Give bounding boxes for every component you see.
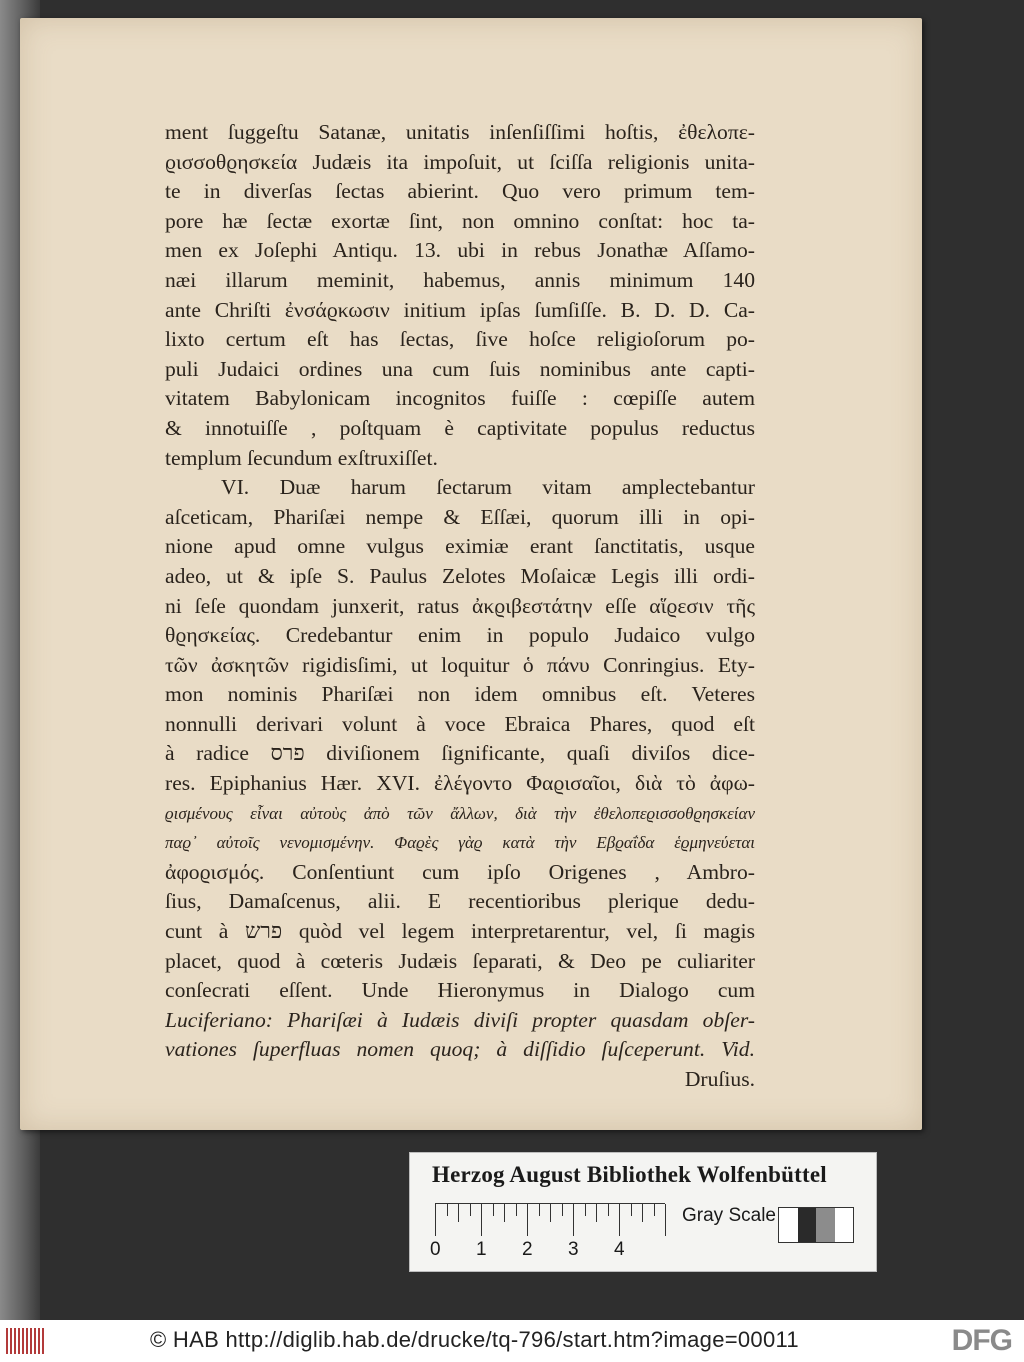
text-line: & innotuiſſe , poſtquam è captivitate populus reductus [165, 415, 755, 440]
ruler-tick [550, 1204, 551, 1222]
gray-swatch [835, 1208, 854, 1242]
text-line: aſceticam, Phariſæi nempe & Eſſæi, quorum illi in opi- [165, 504, 755, 529]
ruler-tick [654, 1204, 655, 1216]
library-name: Herzog August Bibliothek Wolfenbüttel [432, 1162, 827, 1187]
text-line: templum ſecundum exſtruxiſſet. [165, 445, 438, 470]
ruler-number: 1 [476, 1239, 487, 1260]
catchword: Druſius. [684, 1067, 755, 1091]
gray-scale-label: Gray Scale [682, 1205, 776, 1226]
ruler-tick [573, 1204, 574, 1236]
ruler [435, 1203, 665, 1236]
text-line: vitatem Babylonicam incognitos fuiſſe : cœpiſſe autem [165, 386, 755, 411]
text-line: nione apud omne vulgus eximiæ erant ſanctitatis, usque [165, 534, 755, 559]
text-line: ἀφοϱισμός. Conſentiunt cum ipſo Origenes , Ambro- [165, 859, 755, 884]
italic-quote-line: Luciferiano: Phariſæi à Iudæis diviſi propter quasdam obſer- [165, 1007, 755, 1032]
text-line: næi illarum meminit, habemus, annis minimum 140 [165, 267, 755, 292]
ruler-number: 0 [430, 1239, 441, 1260]
ruler-tick [504, 1204, 505, 1222]
ruler-tick [481, 1204, 482, 1236]
ruler-tick [642, 1204, 643, 1222]
text-line: men ex Joſephi Antiqu. 13. ubi in rebus Jonathæ Aſſamo- [165, 238, 755, 263]
text-line: ment ſuggeſtu Satanæ, unitatis inſenſiſſimi hoſtis, ἐθελοπε- [165, 120, 755, 144]
page-text-block [165, 118, 755, 1095]
italic-quote-line: vationes ſuperfluas nomen quoq; à diſſidio ſuſceperunt. Vid. [165, 1037, 755, 1062]
text-line: puli Judaici ordines una cum ſuis nominibus ante capti- [165, 356, 755, 381]
gray-swatch [798, 1208, 817, 1242]
ruler-tick [493, 1204, 494, 1216]
ruler-tick [470, 1204, 471, 1216]
text-line: ante Chriſti ἐνσάϱκωσιν initium ipſas ſumſiſſe. B. D. D. Ca- [165, 297, 755, 322]
section-heading-line: VI. Duæ harum ſectarum vitam amplectebantur [221, 475, 755, 500]
text-line: te in diverſas ſectas abierint. Quo vero primum tem- [165, 179, 755, 204]
text-line: lixto certum eſt has ſectas, ſive hoſce religioſorum po- [165, 327, 755, 352]
ruler-tick [435, 1204, 436, 1236]
text-line: τῶν ἀσκητῶν rigidisſimi, ut loquitur ὁ πάνυ Conringius. Ety- [165, 652, 755, 677]
greek-text-line: ϱισμένους εἶναι αὐτοὺς ἀπὸ τῶν ἄλλων, διὰ τὴν ἐθελοπεϱισσοθϱησκείαν [165, 803, 755, 823]
copyright-url[interactable]: © HAB http://diglib.hab.de/drucke/tq-796/start.htm?image=00011 [150, 1327, 799, 1352]
text-line: ni ſeſe quondam junxerit, ratus ἀκϱιβεστάτην eſſe αἵϱεσιν τῆς [165, 593, 755, 618]
ruler-number: 3 [568, 1239, 579, 1260]
viewer-footer [0, 1320, 1024, 1362]
text-line: à radice פרס diviſionem ſignificante, quaſi diviſos dice- [165, 741, 755, 766]
ruler-tick [527, 1204, 528, 1236]
text-line: res. Epiphanius Hær. XVI. ἐλέγοντο Φαϱισαῖοι, διὰ τὸ ἀφω- [165, 771, 755, 796]
library-color-label [409, 1152, 877, 1272]
ruler-tick [631, 1204, 632, 1216]
ruler-tick [562, 1204, 563, 1216]
gray-swatch [816, 1208, 835, 1242]
ruler-tick [516, 1204, 517, 1216]
ruler-tick [665, 1204, 666, 1236]
ruler-tick [608, 1204, 609, 1216]
ruler-number: 2 [522, 1239, 533, 1260]
gray-swatch [779, 1208, 798, 1242]
text-line: placet, quod à cœteris Judæis ſeparati, & Deo pe culiariter [165, 948, 755, 973]
text-line: cunt à פרש quòd vel legem interpretarentur, vel, ſi magis [165, 919, 755, 944]
ruler-tick [619, 1204, 620, 1236]
text-line: nonnulli derivari volunt à voce Ebraica Phares, quod eſt [165, 711, 755, 736]
dfg-logo: DFG [951, 1324, 1012, 1357]
text-line: adeo, ut & ipſe S. Paulus Zelotes Moſaicæ Legis illi ordi- [165, 563, 755, 588]
ruler-tick [596, 1204, 597, 1222]
ruler-tick [539, 1204, 540, 1216]
ruler-tick [447, 1204, 448, 1216]
text-line: θϱησκείας. Credebantur enim in populo Judaico vulgo [165, 623, 755, 648]
text-line: pore hæ ſectæ exortæ ſint, non omnino conſtat: hoc ta- [165, 208, 755, 233]
text-line: mon nominis Phariſæi non idem omnibus eſt. Veteres [165, 682, 755, 707]
ruler-number: 4 [614, 1239, 625, 1260]
text-line: ſius, Damaſcenus, alii. E recentioribus plerique dedu- [165, 889, 755, 914]
text-line: ϱισσοθϱησκεία Judæis ita impoſuit, ut ſciſſa religionis unita- [165, 149, 755, 174]
hab-logo-icon [6, 1328, 44, 1354]
book-page [20, 18, 922, 1130]
ruler-tick [458, 1204, 459, 1222]
ruler-tick [585, 1204, 586, 1216]
greek-text-line: παϱ᾽ αὐτοῖς νενομισμένην. Φαϱὲς γὰϱ κατὰ τὴν Εβϱαΐδα ἑϱμηνεύεται [165, 833, 755, 853]
text-line: conſecrati eſſent. Unde Hieronymus in Dialogo cum [165, 978, 755, 1003]
gray-scale-swatches [778, 1207, 854, 1243]
